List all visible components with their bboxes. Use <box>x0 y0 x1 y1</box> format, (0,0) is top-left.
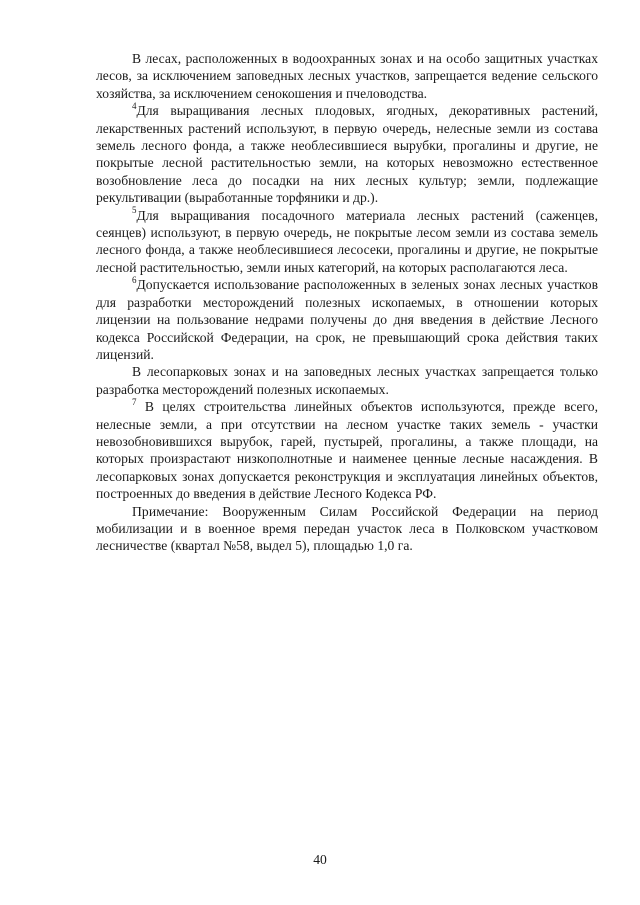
paragraph-text: В целях строительства линейных объектов используются, прежде всего, нелесные земли, а при отсутствии на лесном участке таких земель - участки невозобновившихся вырубок, гарей, пустырей, прогалины, а также площади, на которых произрастают низкополнотные и наименее ценные лесные насаждения. В лесопарковых зонах допускается реконструкция и эксплуатация линейных объектов, построенных до введения в действие Лесного Кодекса РФ. <box>96 399 598 502</box>
paragraph-note <box>96 503 598 555</box>
footnote-marker: 4 <box>132 100 137 111</box>
paragraph-text: В лесопарковых зонах и на заповедных лесных участках запрещается только разработка месторождений полезных ископаемых. <box>96 364 598 397</box>
footnote-marker: 5 <box>132 205 137 216</box>
paragraph-text: Для выращивания посадочного материала лесных растений (саженцев, сеянцев) используют, в первую очередь, не покрытые лесом земли из состава земель лесного фонда, а также необлесившиеся лесосеки, прогалины и другие, не покрытые лесной растительностью, земли иных категорий, на которых располагаются леса. <box>96 207 598 275</box>
paragraph-mineral-deposits <box>96 276 598 363</box>
paragraph-linear-objects <box>96 398 598 502</box>
paragraph-fruit-berry-plants <box>96 102 598 206</box>
note-text: Вооруженным Силам Российской Федерации на период мобилизации и в военное время передан участок леса в Полковском участковом лесничестве (квартал №58, выдел 5), площадью 1,0 га. <box>96 503 598 554</box>
document-body <box>96 50 598 555</box>
paragraph-forest-park-zones <box>96 363 598 398</box>
paragraph-text: Допускается использование расположенных в зеленых зонах лесных участков для разработки месторождений полезных ископаемых, в отношении которых лицензии на пользование недрами получены до дня введения в действие Лесного кодекса Российской Федерации, на срок, не превышающий срока действия таких лицензий. <box>96 277 598 362</box>
paragraph-planting-material <box>96 207 598 277</box>
footnote-marker: 7 <box>132 396 137 407</box>
paragraph-text: В лесах, расположенных в водоохранных зонах и на особо защитных участках лесов, за исключением заповедных лесных участков, запрещается ведение сельского хозяйства, за исключением сенокошения и пчеловодства. <box>96 51 598 101</box>
footnote-marker: 6 <box>132 274 137 285</box>
note-label: Примечание: <box>132 503 209 519</box>
page-number: 40 <box>313 852 327 867</box>
paragraph-text: Для выращивания лесных плодовых, ягодных, декоративных растений, лекарственных растений используют, в первую очередь, нелесные земли из состава земель лесного фонда, а также необлесившиеся вырубки, прогалины и другие, не покрытые лесной растительностью земли, на которых невозможно естественное возобновление леса до посадки на них лесных культур; земли, подлежащие рекультивации (выработанные торфяники и др.). <box>96 103 598 206</box>
paragraph-water-protection-zones <box>96 50 598 102</box>
